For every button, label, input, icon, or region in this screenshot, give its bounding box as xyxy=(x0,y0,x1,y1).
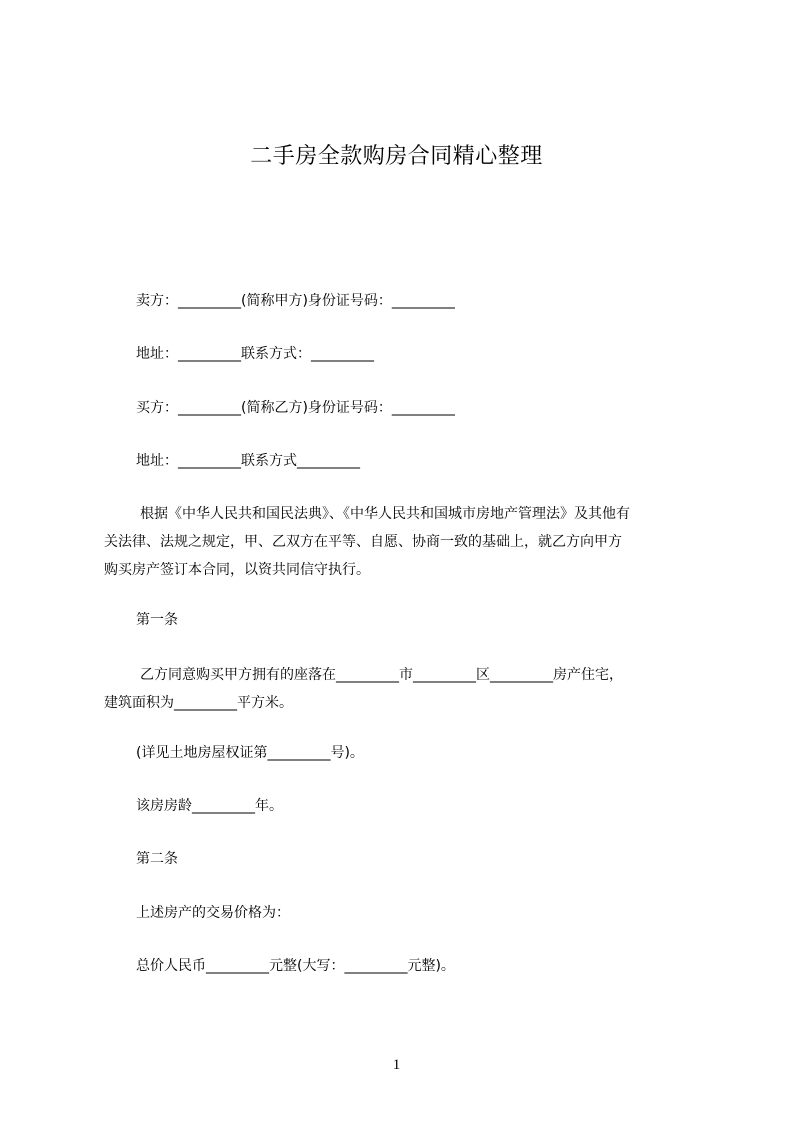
house-age-line: 该房房龄_________年。 xyxy=(136,798,283,814)
buyer-address-line: 地址：_________联系方式_________ xyxy=(136,453,360,469)
article-1-heading: 第一条 xyxy=(136,612,178,628)
seller-address-line: 地址：_________联系方式：_________ xyxy=(136,346,374,362)
preamble-line-2: 关法律、法规之规定，甲、乙双方在平等、自愿、协商一致的基础上，就乙方向甲方 xyxy=(104,534,622,550)
price-intro-line: 上述房产的交易价格为： xyxy=(136,905,290,921)
article-2-heading: 第二条 xyxy=(136,851,178,867)
article-1-paragraph xyxy=(104,661,694,717)
certificate-line: (详见土地房屋权证第_________号)。 xyxy=(136,745,364,761)
preamble-line-1: 根据《中华人民共和国民法典》、《中华人民共和国城市房地产管理法》及其他有 xyxy=(140,506,630,522)
document-title: 二手房全款购房合同精心整理 xyxy=(250,144,543,169)
buyer-line: 买方：_________(简称乙方)身份证号码：_________ xyxy=(136,400,455,416)
preamble-line-3: 购买房产签订本合同，以资共同信守执行。 xyxy=(104,562,370,578)
preamble-paragraph xyxy=(104,500,694,584)
seller-line: 卖方：_________(简称甲方)身份证号码：_________ xyxy=(136,293,455,309)
article-1-line-1: 乙方同意购买甲方拥有的座落在_________市_________区_________房产住宅， xyxy=(140,667,623,683)
page-number: 1 xyxy=(392,1057,401,1073)
article-1-line-2: 建筑面积为_________平方米。 xyxy=(104,695,293,711)
total-price-line: 总价人民币_________元整(大写：_________元整)。 xyxy=(136,958,455,974)
